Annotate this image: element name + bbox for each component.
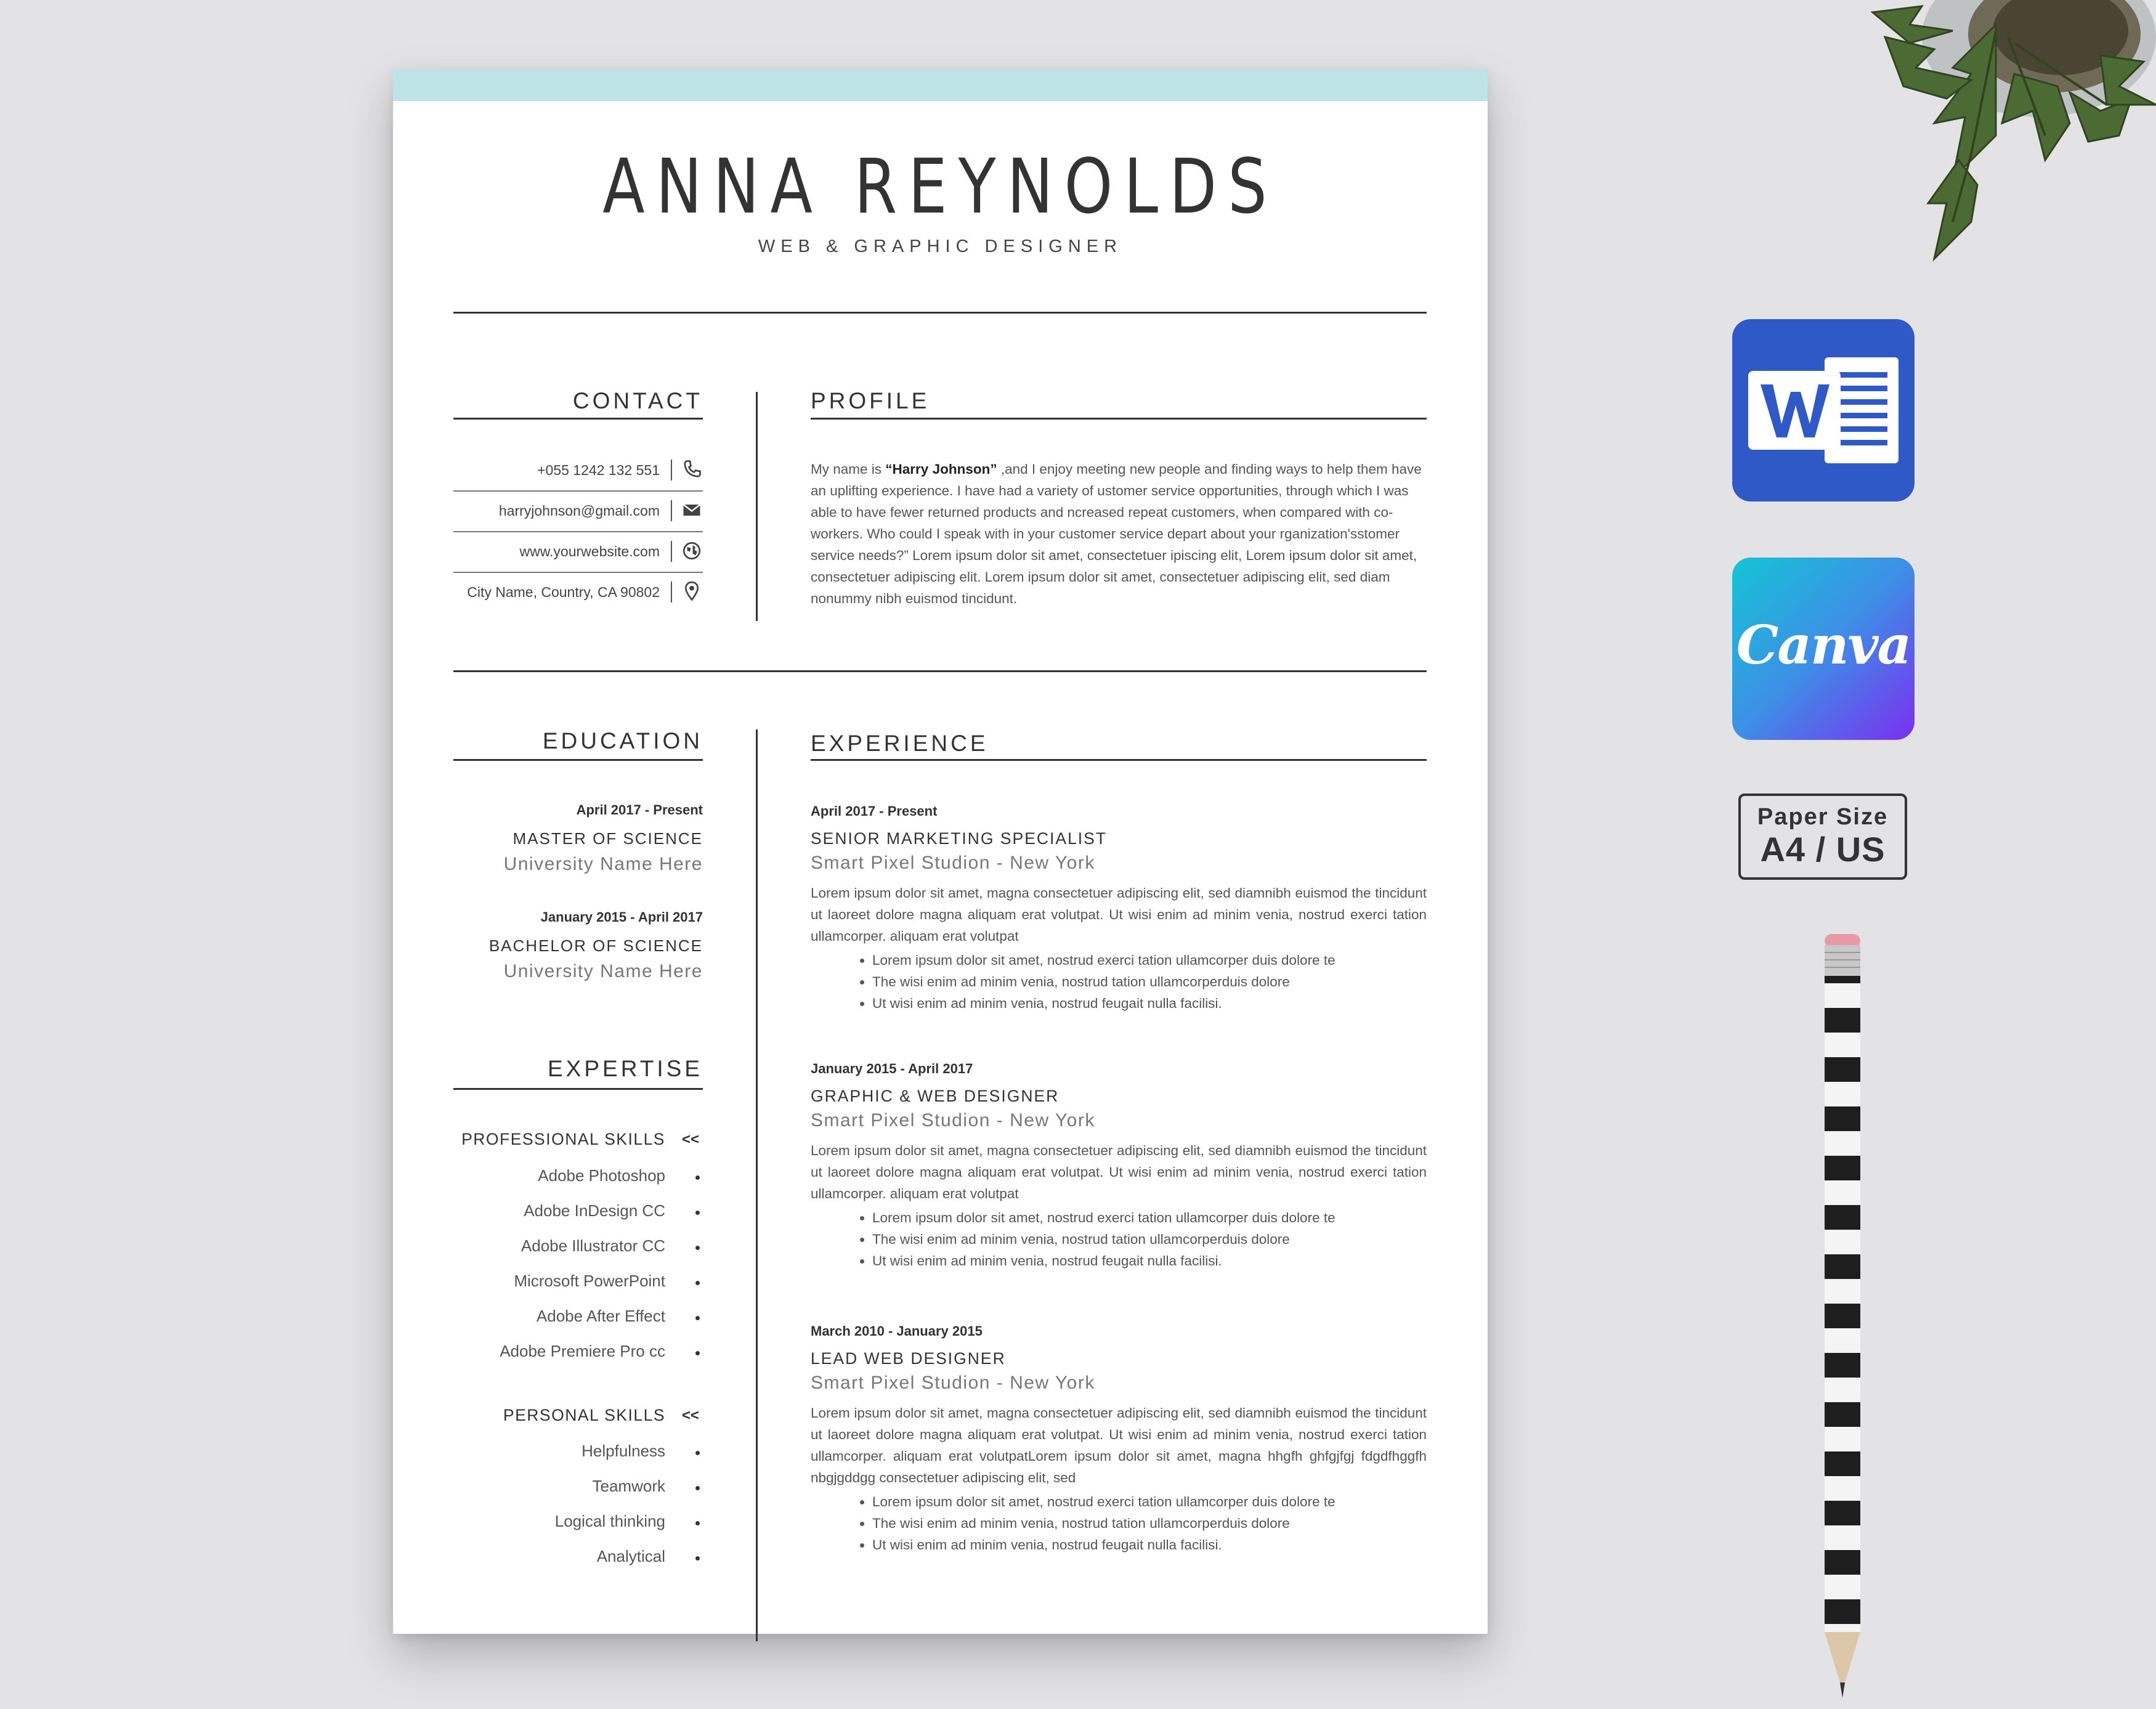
job-description: Lorem ipsum dolor sit amet, magna consectetuer adipiscing elit, sed diamnibh euismod the tincidunt ut laoreet dolore magna aliquam erat volutpat. Ut wisi enim ad minim venia, nostrud exerci tation ullamcorper. aliquam erat volutpatLorem ipsum dolor sit amet, magna hhgfh ghfgjfgj fdgdfhggfh nbgjgddgg consectetuer adipiscing elit, sed xyxy=(811,1405,1427,1485)
skill-item: Logical thinking xyxy=(554,1512,665,1530)
bullet-dot-icon xyxy=(695,1175,700,1180)
job-company: Smart Pixel Studion - New York xyxy=(811,1373,1095,1393)
education-experience-divider xyxy=(756,729,758,1641)
bullet-dot-icon xyxy=(695,1211,700,1215)
contact-website[interactable]: www.yourwebsite.com xyxy=(519,543,660,559)
globe-icon xyxy=(681,540,703,562)
mail-icon xyxy=(681,499,703,521)
contact-website-row xyxy=(453,532,703,573)
professional-skills-heading: PROFESSIONAL SKILLS xyxy=(461,1130,665,1148)
plant-decoration xyxy=(1811,0,2156,271)
chevron-left-icon: << xyxy=(681,1131,699,1148)
paper-size-value: A4 / US xyxy=(1760,830,1886,869)
paper-size-badge xyxy=(1738,794,1907,880)
bullet-dot-icon xyxy=(695,1556,700,1561)
skill-item: Adobe After Effect xyxy=(536,1307,665,1325)
personal-skills-heading: PERSONAL SKILLS xyxy=(503,1406,665,1424)
job-bullet: • The wisi enim ad minim venia, nostrud tation ullamcorperduis dolore xyxy=(872,1512,1427,1534)
education-school: University Name Here xyxy=(503,961,703,981)
contact-profile-divider xyxy=(756,392,758,621)
education-degree: BACHELOR OF SCIENCE xyxy=(488,936,703,955)
resume-page xyxy=(393,69,1488,1634)
contact-phone[interactable]: +055 1242 132 551 xyxy=(537,462,660,478)
job-bullet: • Ut wisi enim ad minim venia, nostrud feugait nulla facilisi. xyxy=(872,993,1427,1014)
resume-name: ANNA REYNOLDS xyxy=(602,143,1278,230)
bullet-dot-icon xyxy=(695,1246,700,1250)
skill-item: Microsoft PowerPoint xyxy=(514,1272,665,1290)
contact-phone-row xyxy=(453,451,703,492)
job-entry xyxy=(811,1060,1427,1272)
education-date: April 2017 - Present xyxy=(576,802,703,818)
microsoft-word-icon xyxy=(1732,319,1915,501)
job-bullet: • Lorem ipsum dolor sit amet, nostrud exerci tation ullamcorper duis dolore te xyxy=(872,1491,1427,1512)
job-title: SENIOR MARKETING SPECIALIST xyxy=(811,829,1108,848)
education-school: University Name Here xyxy=(503,854,703,874)
job-company: Smart Pixel Studion - New York xyxy=(811,853,1095,873)
contact-address-row xyxy=(453,573,703,614)
job-bullet: • The wisi enim ad minim venia, nostrud tation ullamcorperduis dolore xyxy=(872,971,1427,993)
job-bullet: • Ut wisi enim ad minim venia, nostrud feugait nulla facilisi. xyxy=(872,1534,1427,1556)
chevron-left-icon: << xyxy=(681,1407,699,1424)
job-entry xyxy=(811,1322,1427,1556)
profile-heading-underline xyxy=(811,418,1427,420)
job-bullet-list xyxy=(811,949,1427,1014)
contact-heading: CONTACT xyxy=(572,388,703,413)
section-divider xyxy=(453,670,1427,672)
job-description: Lorem ipsum dolor sit amet, magna consectetuer adipiscing elit, sed diamnibh euismod the tincidunt ut laoreet dolore magna aliquam erat volutpat. Ut wisi enim ad minim venia, nostrud exerci tation ullamcorper. aliquam erat volutpat xyxy=(811,1143,1427,1201)
job-bullet: • The wisi enim ad minim venia, nostrud tation ullamcorperduis dolore xyxy=(872,1228,1427,1250)
expertise-heading-underline xyxy=(453,1088,703,1090)
profile-paragraph xyxy=(811,458,1427,609)
contact-separator xyxy=(671,460,672,481)
education-date: January 2015 - April 2017 xyxy=(540,909,703,925)
skill-item: Teamwork xyxy=(592,1477,665,1495)
job-bullet: • Ut wisi enim ad minim venia, nostrud feugait nulla facilisi. xyxy=(872,1250,1427,1272)
skill-item: Helpfulness xyxy=(582,1442,665,1460)
job-date: January 2015 - April 2017 xyxy=(811,1061,973,1076)
contact-separator xyxy=(671,500,672,521)
phone-icon xyxy=(681,458,703,481)
bullet-dot-icon xyxy=(695,1486,700,1490)
expertise-heading: EXPERTISE xyxy=(547,1056,703,1081)
bullet-dot-icon xyxy=(695,1281,700,1285)
canva-logo-icon xyxy=(1732,558,1915,740)
job-bullet-list xyxy=(811,1491,1427,1556)
profile-intro: My name is xyxy=(811,461,886,477)
canva-logo-text: Canva xyxy=(1736,614,1911,676)
skill-item: Analytical xyxy=(596,1547,665,1565)
job-bullet-list xyxy=(811,1207,1427,1272)
education-heading-underline xyxy=(453,759,703,761)
contact-separator xyxy=(671,582,672,603)
job-company: Smart Pixel Studion - New York xyxy=(811,1110,1095,1131)
job-title: GRAPHIC & WEB DESIGNER xyxy=(811,1087,1060,1105)
job-title: LEAD WEB DESIGNER xyxy=(811,1349,1006,1368)
profile-body: ,and I enjoy meeting new people and finding ways to help them have an uplifting experience. I have had a variety of ustomer service opportunities, through which I was able to have fewer returned products and ncreased repeat customers, when compared with co-workers. Who could I speak with in your customer service depart about your rganization'sstomer service needs?” Lorem ipsum dolor sit amet, consectetuer ipiscing elit, Lorem ipsum dolor sit amet, consectetuer adipiscing elit. Lorem ipsum dolor sit amet, consectetuer adipiscing elit, sed diam nonummy nibh euismod tincidunt. xyxy=(811,461,1422,606)
education-heading: EDUCATION xyxy=(542,728,703,753)
paper-size-label: Paper Size xyxy=(1757,804,1889,830)
bullet-dot-icon xyxy=(695,1351,700,1355)
skill-item: Adobe Photoshop xyxy=(538,1166,665,1185)
bullet-dot-icon xyxy=(695,1451,700,1455)
contact-email-row xyxy=(453,492,703,532)
job-bullet: • Lorem ipsum dolor sit amet, nostrud exerci tation ullamcorper duis dolore te xyxy=(872,949,1427,971)
skill-item: Adobe InDesign CC xyxy=(524,1201,665,1220)
word-logo-icon xyxy=(1732,319,1915,501)
profile-heading: PROFILE xyxy=(811,388,930,413)
experience-heading: EXPERIENCE xyxy=(811,731,989,756)
location-pin-icon xyxy=(681,580,703,603)
contact-email[interactable]: harryjohnson@gmail.com xyxy=(498,503,660,519)
pencil-decoration xyxy=(1811,934,1873,1704)
accent-top-bar xyxy=(393,69,1488,101)
profile-highlight-name: “Harry Johnson” xyxy=(885,461,997,477)
job-description: Lorem ipsum dolor sit amet, magna consectetuer adipiscing elit, sed diamnibh euismod the tincidunt ut laoreet dolore magna aliquam erat volutpat. Ut wisi enim ad minim venia, nostrud exerci tation ullamcorper. aliquam erat volutpat xyxy=(811,885,1427,944)
skill-item: Adobe Premiere Pro cc xyxy=(500,1342,665,1360)
skill-item: Adobe Illustrator CC xyxy=(521,1236,665,1255)
bullet-dot-icon xyxy=(695,1521,700,1525)
education-degree: MASTER OF SCIENCE xyxy=(513,829,703,848)
bullet-dot-icon xyxy=(695,1316,700,1320)
contact-heading-underline xyxy=(453,418,703,420)
job-date: March 2010 - January 2015 xyxy=(811,1323,983,1339)
header-divider xyxy=(453,312,1427,314)
job-bullet: • Lorem ipsum dolor sit amet, nostrud exerci tation ullamcorper duis dolore te xyxy=(872,1207,1427,1228)
job-date: April 2017 - Present xyxy=(811,803,938,819)
contact-separator xyxy=(671,541,672,562)
resume-job-title: WEB & GRAPHIC DESIGNER xyxy=(758,237,1123,256)
experience-heading-underline xyxy=(811,759,1427,761)
contact-address: City Name, Country, CA 90802 xyxy=(467,584,660,600)
job-entry xyxy=(811,802,1427,1014)
